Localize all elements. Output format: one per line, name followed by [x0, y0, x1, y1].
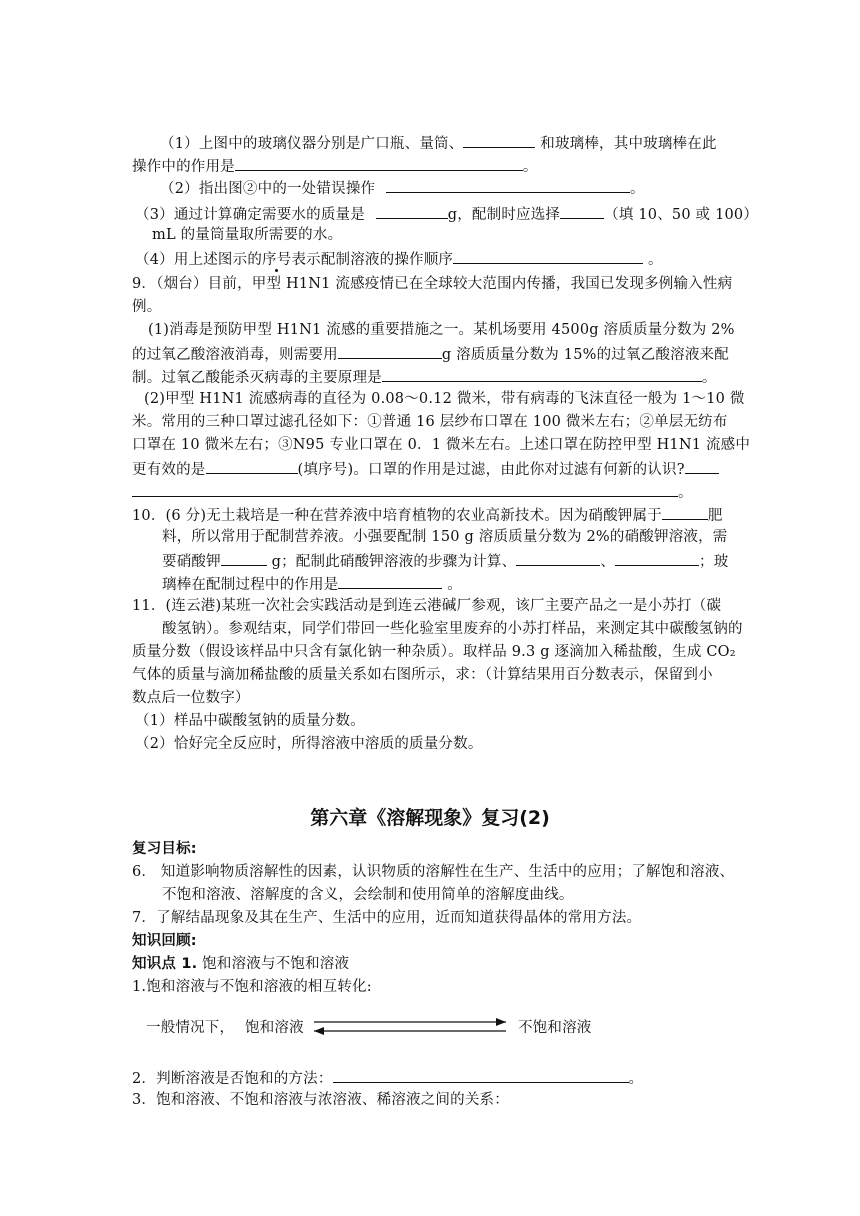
q10-line-1: [132, 504, 723, 526]
answer-blank[interactable]: [376, 203, 448, 219]
q10-text: ；玻: [699, 554, 729, 570]
answer-blank[interactable]: [338, 573, 442, 589]
q10-text: 。: [442, 577, 462, 593]
q8-text: 和玻璃棒，其中玻璃棒在此: [535, 136, 717, 152]
q9-line-10: [132, 481, 693, 503]
q11-line-6: （1）样品中碳酸氢钠的质量分数。: [135, 713, 365, 729]
kp1-text: 2．判断溶液是否饱和的方法：: [132, 1071, 333, 1087]
kp1-label: 知识点 1.: [132, 956, 198, 972]
kp1-question-1: 1.饱和溶液与不饱和溶液的相互转化:: [132, 979, 372, 995]
q8-text: 。: [630, 181, 645, 197]
q8-text: 表示配制溶液的操作顺序: [291, 252, 454, 268]
q8-line-1: [160, 132, 717, 154]
answer-blank[interactable]: [560, 203, 604, 219]
q8-text: （3）通过计算确定需要水的质量是: [135, 207, 365, 223]
goal-6-line-1: 6． 知道影响物质溶解性的因素，认识物质的溶解性在生产、生活中的应用；了解饱和溶液、: [132, 864, 735, 880]
q11-line-2: 酸氢钠）。参观结束，同学们带回一些化验室里废弃的小苏打样品，来测定其中碳酸氢钠的: [162, 621, 743, 637]
answer-blank[interactable]: [333, 1067, 629, 1083]
q11-line-4: 气体的质量与滴加稀盐酸的质量关系如右图所示，求：（计算结果用百分数表示，保留到小: [132, 667, 713, 683]
q8-line-6: [135, 248, 663, 270]
q9-text: 。: [701, 370, 717, 386]
q10-text: g；配制此硝酸钾溶液的步骤为计算、: [266, 554, 517, 570]
q8-text: mL 的量筒量取所需要的水。: [152, 227, 343, 243]
q8-text: 。: [522, 159, 538, 175]
goal-6-line-2: 不饱和溶液、溶解度的含义，会绘制和使用简单的溶解度曲线。: [162, 887, 574, 903]
conversion-prefix: 一般情况下，: [146, 1020, 235, 1036]
q10-line-4: [162, 573, 462, 595]
q8-line-5: [152, 225, 342, 245]
q8-text: （4）用上述图示的: [135, 252, 263, 268]
q10-line-2: 料，所以常用于配制营养液。小强要配制 150 g 溶质质量分数为 2%的硝酸钾溶液，需: [162, 529, 728, 545]
q9-line-9: [132, 458, 719, 480]
chapter-title: 第六章《溶解现象》复习(2): [310, 807, 550, 829]
kp1-text: 。: [628, 1071, 644, 1087]
q11-line-7: （2）恰好完全反应时，所得溶液中溶质的质量分数。: [135, 736, 483, 752]
answer-blank[interactable]: [685, 458, 719, 474]
q8-text: （1）上图中的玻璃仪器分别是广口瓶、量筒、: [160, 136, 464, 152]
q9-text: 制。过氧乙酸能杀灭病毒的主要原理是: [132, 370, 382, 386]
q10-text: 10．(6 分)无土栽培是一种在营养液中培育植物的农业高新技术。因为硝酸钾属于: [132, 508, 662, 524]
q8-text: 操作中的作用是: [132, 159, 235, 175]
q9-line-8: 口罩在 10 微米左右；③N95 专业口罩在 0．1 微米左右。上述口罩在防控甲型 H1N1 流感中: [132, 437, 751, 453]
q9-line-1: 9．（烟台）目前，甲型 H1N1 流感疫情已在全球较大范围内传播，我国已发现多例输入性病: [132, 276, 733, 292]
q9-line-5: [132, 366, 717, 388]
goal-heading: 复习目标:: [132, 841, 197, 857]
q8-line-4: [135, 203, 758, 225]
answer-blank[interactable]: [615, 550, 699, 566]
answer-blank[interactable]: [235, 155, 523, 171]
q9-text: g 溶质质量分数为 15%的过氧乙酸溶液来配: [441, 347, 729, 363]
q8-text: 。: [643, 252, 663, 268]
q10-text: 、: [600, 554, 616, 570]
q8-text: （填 10、50 或 100）: [604, 207, 759, 223]
q10-line-3: [162, 550, 728, 572]
answer-blank[interactable]: [206, 458, 298, 474]
answer-blank[interactable]: [463, 132, 535, 148]
q9-text: 的过氧乙酸溶液消毒，则需要用: [132, 347, 338, 363]
answer-blank[interactable]: [132, 481, 678, 497]
kp1-title: 饱和溶液与不饱和溶液: [197, 956, 350, 972]
knowledge-point-1: [132, 954, 349, 974]
q11-line-5: 数点后一位数字）: [132, 690, 250, 706]
q10-text: 要硝酸钾: [162, 554, 221, 570]
q8-text: g，配制时应选择: [447, 207, 561, 223]
q9-text: (填序号)。口罩的作用是过滤，由此你对过滤有何新的认识?: [297, 462, 685, 478]
q8-text: （2）指出图②中的一处错误操作: [160, 181, 376, 197]
q9-line-7: 米。常用的三种口罩过滤孔径如下：①普通 16 层纱布口罩在 100 微米左右；②单层无纺布: [132, 414, 728, 430]
q11-line-1: 11．(连云港)某班一次社会实践活动是到连云港碱厂参观，该厂主要产品之一是小苏打（碳: [132, 598, 722, 614]
q9-text: 更有效的是: [132, 462, 206, 478]
q9-text: 。: [678, 485, 693, 501]
answer-blank[interactable]: [516, 550, 600, 566]
q9-line-4: [132, 343, 729, 365]
unsaturated-label: 不饱和溶液: [518, 1020, 592, 1036]
q10-text: 璃棒在配制过程中的作用是: [162, 577, 339, 593]
answer-blank[interactable]: [338, 343, 442, 359]
saturated-label: 饱和溶液: [245, 1020, 304, 1036]
answer-blank[interactable]: [382, 366, 702, 382]
q8-line-3: [160, 177, 645, 199]
q9-line-2: 例。: [132, 299, 162, 315]
answer-blank[interactable]: [662, 504, 708, 520]
goal-7: 7．了解结晶现象及其在生产、生活中的应用，近而知道获得晶体的常用方法。: [132, 910, 642, 926]
emphasis-text: 序号: [262, 252, 292, 268]
q9-line-6: (2)甲型 H1N1 流感病毒的直径为 0.08～0.12 微米，带有病毒的飞沫直径一般为 1～10 微: [144, 391, 745, 407]
answer-blank[interactable]: [221, 550, 267, 566]
answer-blank[interactable]: [453, 248, 643, 264]
kp1-question-2: [132, 1067, 643, 1089]
q9-line-3: (1)消毒是预防甲型 H1N1 流感的重要措施之一。某机场要用 4500g 溶质质量分数为 2%: [148, 322, 735, 338]
kp1-question-3: 3．饱和溶液、不饱和溶液与浓溶液、稀溶液之间的关系：: [132, 1092, 509, 1108]
q8-line-2: [132, 155, 538, 177]
review-heading: 知识回顾:: [132, 933, 197, 949]
answer-blank[interactable]: [386, 177, 630, 193]
q10-text: 肥: [707, 508, 723, 524]
double-arrow-icon: [310, 1016, 510, 1038]
q11-line-3: 质量分数（假设该样品中只含有氯化钠一种杂质）。取样品 9.3 g 逐滴加入稀盐酸，生成 CO₂: [132, 644, 736, 660]
